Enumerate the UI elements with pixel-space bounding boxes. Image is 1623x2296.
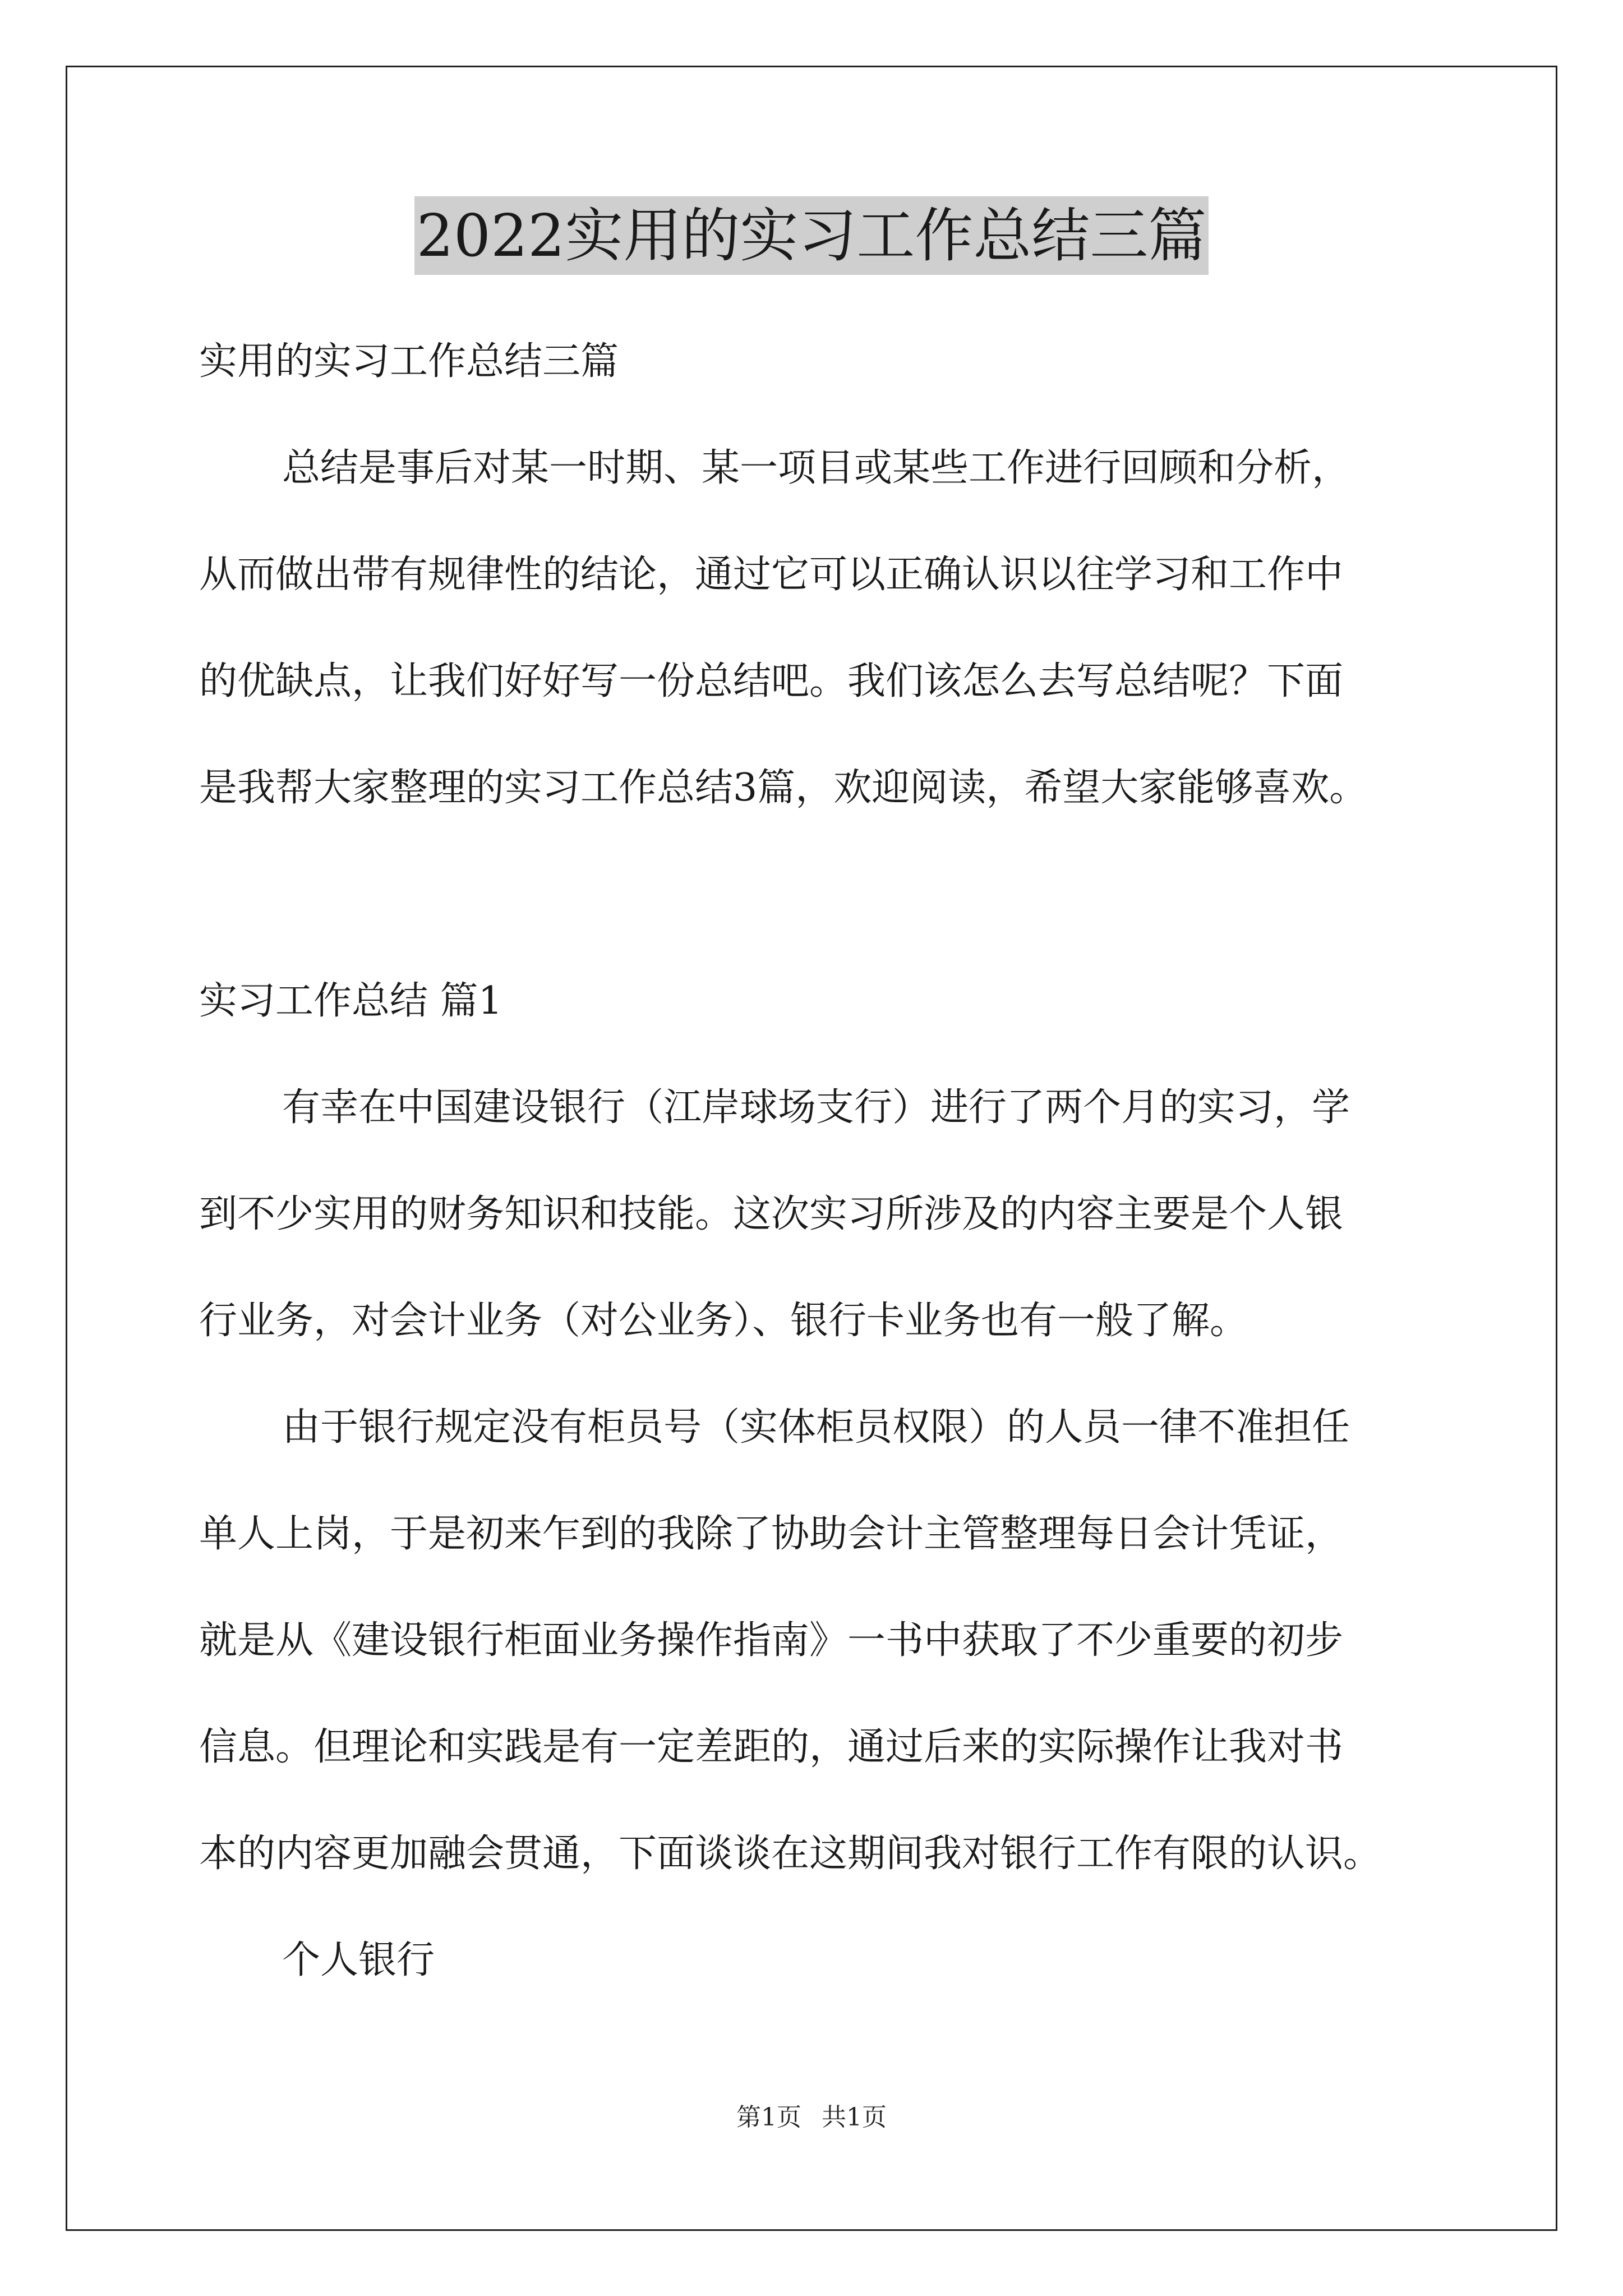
page-total: 共1页 [822, 2103, 887, 2132]
paragraph-line: 有幸在中国建设银行（江岸球场支行）进行了两个月的实习，学 [282, 1085, 1350, 1130]
page-number: 第1页 [736, 2103, 801, 2132]
intro-line: 的优缺点，让我们好好写一份总结吧。我们该怎么去写总结呢？下面 [199, 659, 1344, 703]
intro-line: 从而做出带有规律性的结论，通过它可以正确认识以往学习和工作中 [199, 553, 1344, 597]
subtitle: 实用的实习工作总结三篇 [199, 339, 619, 384]
document-body [199, 309, 1433, 2014]
paragraph-line: 本的内容更加融会贯通，下面谈谈在这期间我对银行工作有限的认识。 [199, 1832, 1382, 1876]
section-heading: 实习工作总结 篇1 [199, 979, 502, 1023]
paragraph-line: 信息。但理论和实践是有一定差距的，通过后来的实际操作让我对书 [199, 1725, 1344, 1769]
document-title: 2022实用的实习工作总结三篇 [414, 196, 1209, 275]
spacer [199, 841, 1433, 948]
paragraph-line: 由于银行规定没有柜员号（实体柜员权限）的人员一律不准担任 [282, 1405, 1350, 1450]
paragraph-line: 单人上岗，于是初来乍到的我除了协助会计主管整理每日会计凭证， [199, 1512, 1344, 1556]
intro-line: 总结是事后对某一时期、某一项目或某些工作进行回顾和分析， [282, 446, 1350, 490]
sub-heading: 个人银行 [282, 1938, 435, 1982]
title-container [0, 196, 1623, 275]
intro-line: 是我帮大家整理的实习工作总结3篇，欢迎阅读，希望大家能够喜欢。 [199, 766, 1368, 810]
paragraph-line: 到不少实用的财务知识和技能。这次实习所涉及的内容主要是个人银 [199, 1192, 1344, 1236]
page-footer [0, 2101, 1623, 2134]
paragraph-line: 行业务，对会计业务（对公业务）、银行卡业务也有一般了解。 [199, 1299, 1248, 1343]
paragraph-line: 就是从《建设银行柜面业务操作指南》一书中获取了不少重要的初步 [199, 1618, 1344, 1663]
